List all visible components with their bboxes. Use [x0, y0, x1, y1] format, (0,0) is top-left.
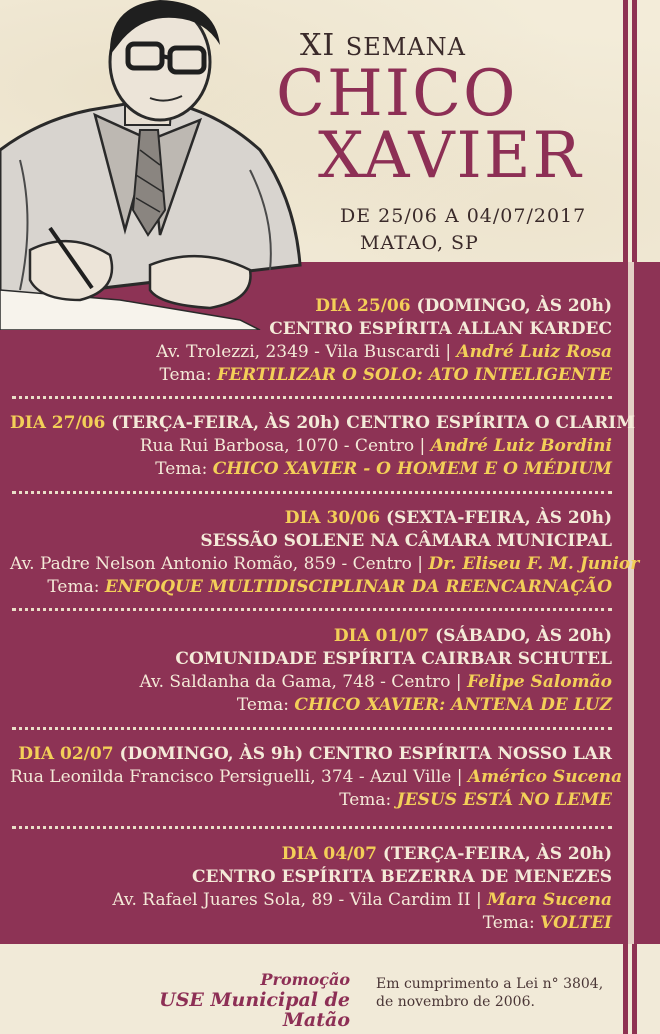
event-theme-label: Tema:	[159, 365, 217, 385]
decorative-stripe-bottom	[623, 944, 637, 1034]
event-theme: CHICO XAVIER - O HOMEM E O MÉDIUM	[212, 459, 612, 479]
event-theme-label: Tema:	[155, 459, 213, 479]
event-address: Av. Trolezzi, 2349 - Vila Buscardi |	[156, 342, 457, 362]
event-line	[10, 843, 612, 866]
event-theme: CHICO XAVIER: ANTENA DE LUZ	[294, 695, 612, 715]
event-theme: ENFOQUE MULTIDISCIPLINAR DA REENCARNAÇÃO	[104, 577, 612, 597]
edition-number: XI	[300, 28, 336, 63]
event-theme: JESUS ESTÁ NO LEME	[396, 790, 612, 810]
dotted-divider	[12, 826, 612, 829]
title-last-name-text: XAVIER	[318, 119, 583, 193]
event-line	[10, 295, 612, 318]
title-first-name-text: CHICO	[276, 57, 518, 131]
event-line	[10, 912, 612, 935]
event-line	[10, 435, 612, 458]
event-date: DIA 27/06	[10, 413, 106, 433]
event-dates: DE 25/06 A 04/07/2017	[340, 205, 587, 227]
event-venue: CENTRO ESPÍRITA ALLAN KARDEC	[269, 319, 612, 339]
event-time-venue: (TERÇA-FEIRA, ÀS 20h) CENTRO ESPÍRITA O CLARIM	[105, 413, 636, 433]
event-date: DIA 04/07	[281, 844, 377, 864]
event-venue: CENTRO ESPÍRITA BEZERRA DE MENEZES	[191, 867, 612, 887]
law-notice	[376, 975, 606, 1011]
event-line	[10, 625, 612, 648]
event-line	[10, 341, 612, 364]
decorative-stripe-main	[628, 262, 634, 944]
event-block	[10, 843, 612, 935]
event-line	[10, 789, 612, 812]
dotted-divider	[12, 396, 612, 399]
event-address: Av. Padre Nelson Antonio Romão, 859 - Centro |	[10, 554, 429, 574]
title-first-name	[276, 57, 518, 131]
event-time: (SÁBADO, ÀS 20h)	[429, 626, 612, 646]
event-time: (DOMINGO, ÀS 20h)	[410, 296, 612, 316]
event-block	[10, 412, 636, 481]
event-time: (SEXTA-FEIRA, ÀS 20h)	[380, 508, 612, 528]
event-line	[10, 889, 612, 912]
event-speaker: Dr. Eliseu F. M. Junior	[428, 554, 640, 574]
event-speaker: André Luiz Rosa	[456, 342, 612, 362]
event-block	[10, 507, 640, 599]
event-speaker: Américo Sucena	[467, 767, 623, 787]
event-venue: SESSÃO SOLENE NA CÂMARA MUNICIPAL	[200, 531, 612, 551]
event-time-venue: (DOMINGO, ÀS 9h) CENTRO ESPÍRITA NOSSO LAR	[113, 744, 612, 764]
event-date: DIA 25/06	[315, 296, 411, 316]
event-theme-label: Tema:	[47, 577, 105, 597]
event-theme-label: Tema:	[339, 790, 397, 810]
dotted-divider	[12, 727, 612, 730]
event-speaker: André Luiz Bordini	[430, 436, 612, 456]
event-line	[10, 412, 636, 435]
event-date: DIA 02/07	[18, 744, 114, 764]
event-venue: COMUNIDADE ESPÍRITA CAIRBAR SCHUTEL	[175, 649, 612, 669]
law-notice-line1: Em cumprimento a Lei n° 3804,	[376, 976, 604, 992]
event-theme-label: Tema:	[236, 695, 295, 715]
promotion-credit	[110, 970, 350, 1030]
edition-semana: SEMANA	[345, 33, 466, 61]
event-block	[10, 295, 612, 387]
dotted-divider	[12, 491, 612, 494]
event-address: Av. Saldanha da Gama, 748 - Centro |	[139, 672, 468, 692]
event-date: DIA 01/07	[333, 626, 430, 646]
event-block	[10, 625, 612, 717]
decorative-stripe-top	[623, 0, 637, 292]
event-theme-label: Tema:	[482, 913, 541, 933]
event-line	[10, 364, 612, 387]
event-theme: FERTILIZAR O SOLO: ATO INTELIGENTE	[216, 365, 612, 385]
event-line	[10, 671, 612, 694]
promotion-org: USE Municipal de Matão	[159, 989, 350, 1031]
event-speaker: Mara Sucena	[487, 890, 612, 910]
title-last-name	[318, 119, 583, 193]
event-line	[10, 458, 612, 481]
event-line	[10, 576, 612, 599]
event-line	[10, 507, 612, 530]
event-line	[10, 694, 612, 717]
event-address: Av. Rafael Juares Sola, 89 - Vila Cardim II |	[112, 890, 488, 910]
event-address: Rua Leonilda Francisco Persiguelli, 374 - Azul Ville |	[10, 767, 468, 787]
event-line	[10, 766, 623, 789]
event-time: (TERÇA-FEIRA, ÀS 20h)	[376, 844, 612, 864]
event-line	[10, 743, 612, 766]
event-block	[10, 743, 623, 812]
promotion-label: Promoção	[260, 970, 350, 989]
event-line	[10, 553, 640, 576]
event-theme: VOLTEI	[540, 913, 612, 933]
dotted-divider	[12, 608, 612, 611]
event-address: Rua Rui Barbosa, 1070 - Centro |	[139, 436, 431, 456]
chico-xavier-portrait	[0, 0, 310, 330]
event-city: MATAO, SP	[360, 232, 479, 254]
event-date: DIA 30/06	[284, 508, 381, 528]
event-speaker: Felipe Salomão	[467, 672, 612, 692]
law-notice-line2: de novembro de 2006.	[376, 994, 535, 1010]
